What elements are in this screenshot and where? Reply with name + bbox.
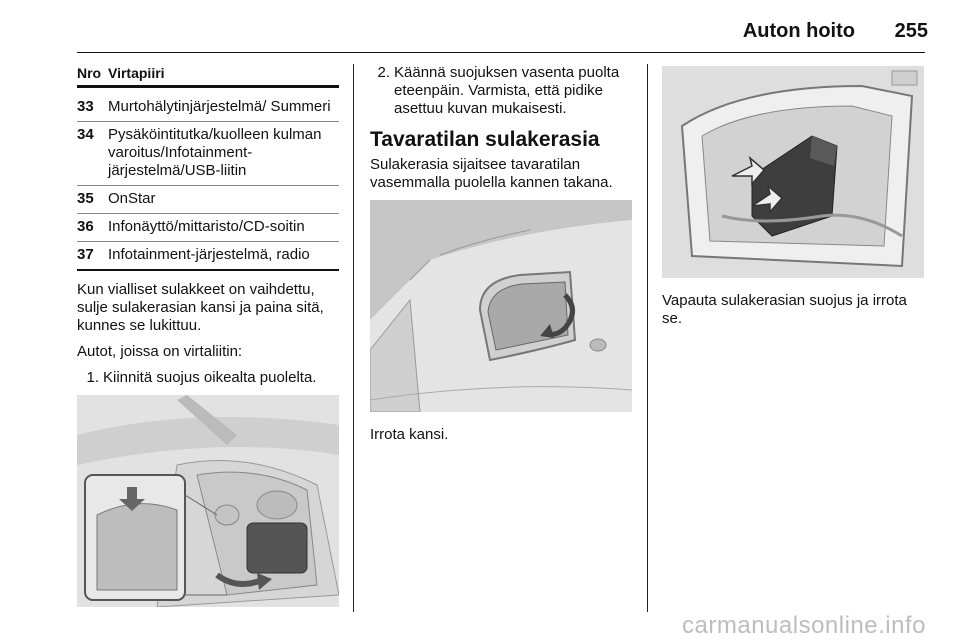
step-2 <box>370 64 632 118</box>
row-number: 37 <box>77 246 94 263</box>
row-text: Infonäyttö/mittaristo/CD-soitin <box>108 218 305 235</box>
column-middle <box>370 64 632 452</box>
row-text: Murtohälytinjärjestelmä/ Summeri <box>108 98 331 115</box>
figure-caption: Irrota kansi. <box>370 426 449 443</box>
section-paragraph: Sulakerasia sijaitsee tavaratilan vasemmalla puolella kannen takana. <box>370 156 613 191</box>
column-right <box>662 64 924 336</box>
step-text: Kiinnitä suojus oikealta puolelta. <box>103 369 317 386</box>
paragraph-fuse-replaced: Kun vialliset sulakkeet on vaihdettu, sulje sulakerasian kansi ja paina sitä, kunnes se lukittuu. <box>77 281 324 334</box>
figure-fuse-box-cover <box>662 66 924 278</box>
step-text: Käännä suojuksen vasenta puolta eteenpäin. Varmista, että pidike asettuu kuvan mukaisesti. <box>394 64 620 117</box>
section-title: Tavaratilan sulakerasia <box>370 128 600 151</box>
row-number: 35 <box>77 190 94 207</box>
row-text: OnStar <box>108 190 156 207</box>
figure-caption: Vapauta sulakerasian suojus ja irrota se. <box>662 292 907 327</box>
table-row <box>77 94 339 122</box>
step-1 <box>77 369 339 387</box>
column-divider <box>647 64 648 612</box>
column-divider <box>353 64 354 612</box>
table-row <box>77 186 339 214</box>
row-text: Infotainment-järjestelmä, radio <box>108 246 310 263</box>
table-row <box>77 242 339 271</box>
figure-trunk-cover <box>370 200 632 412</box>
header-circuit: Virtapiiri <box>108 65 165 81</box>
row-text: Pysäköintitutka/kuolleen kulman varoitus/Infotainment-järjestelmä/USB-liitin <box>108 126 322 179</box>
header-rule <box>77 52 925 53</box>
step-number: 1. <box>86 369 99 386</box>
page-number: 255 <box>894 20 928 42</box>
table-row <box>77 214 339 242</box>
row-number: 34 <box>77 126 94 143</box>
column-left <box>77 64 339 607</box>
page-section-title: Auton hoito <box>742 20 855 42</box>
paragraph-power-outlet: Autot, joissa on virtaliitin: <box>77 343 243 360</box>
watermark: carmanualsonline.info <box>682 612 926 639</box>
figure-dashboard-cover <box>77 395 339 607</box>
fuse-table-header <box>77 64 339 88</box>
header-nro: Nro <box>77 65 102 81</box>
step-number: 2. <box>377 64 390 81</box>
row-number: 33 <box>77 98 94 115</box>
row-number: 36 <box>77 218 94 235</box>
table-row <box>77 122 339 186</box>
